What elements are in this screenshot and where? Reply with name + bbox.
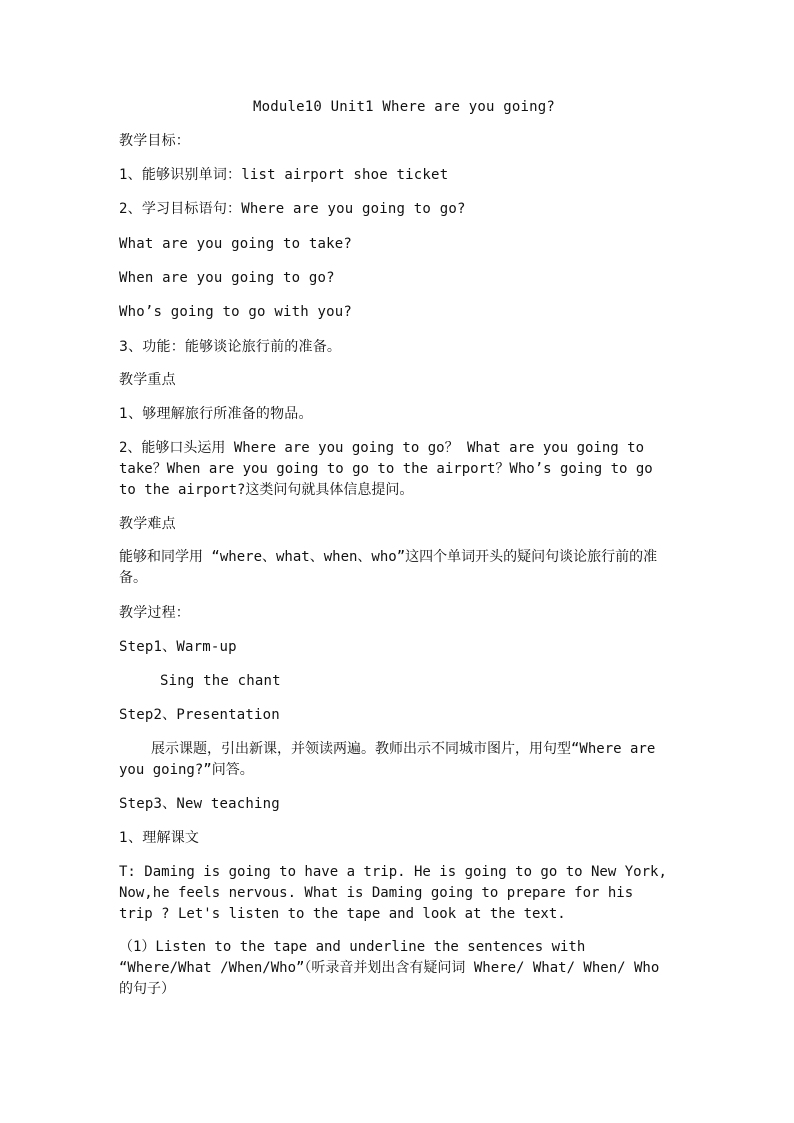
document-title: Module10 Unit1 Where are you going? (253, 99, 556, 115)
step-1-item: Sing the chant (160, 673, 281, 689)
key-point-1: 1、够理解旅行所准备的物品。 (119, 406, 313, 422)
step-3-item-1: 1、理解课文 (119, 830, 200, 846)
step-3: Step3、New teaching (119, 796, 280, 812)
step-2-text: 展示课题，引出新课，并领读两遍。教师出示不同城市图片，用句型“Where are you going?”问答。 (119, 741, 656, 778)
objective-3: 3、功能：能够谈论旅行前的准备。 (119, 339, 342, 355)
process-heading: 教学过程： (119, 605, 190, 621)
key-points-heading: 教学重点 (119, 372, 176, 388)
step-3-text: T: Daming is going to have a trip. He is going to go to New York, Now,he feels nervous. What is Daming going to prepare for his trip ? Let's listen to the tape and look at the text. (119, 864, 667, 922)
target-sentence-3: Who’s going to go with you? (119, 304, 352, 320)
key-point-2: 2、能够口头运用 Where are you going to go？ What are you going to take？When are you going to go to the airport？Who’s going to go to the airport?这类问句就具体信息提问。 (119, 440, 653, 498)
step-2: Step2、Presentation (119, 707, 280, 723)
step-3-subitem-1: （1）Listen to the tape and underline the sentences with “Where/What /When/Who”（听录音并划出含有疑问词 Where/ What/ When/ Who 的句子） (119, 939, 660, 997)
difficulty-text: 能够和同学用 “where、what、when、who”这四个单词开头的疑问句谈论旅行前的准备。 (119, 549, 658, 586)
objective-2: 2、学习目标语句：Where are you going to go? (119, 201, 466, 217)
target-sentence-2: When are you going to go? (119, 270, 335, 286)
step-1: Step1、Warm-up (119, 639, 237, 655)
objectives-heading: 教学目标： (119, 133, 190, 149)
objective-1: 1、能够识别单词：list airport shoe ticket (119, 167, 449, 183)
difficulty-heading: 教学难点 (119, 516, 176, 532)
target-sentence-1: What are you going to take? (119, 236, 352, 252)
